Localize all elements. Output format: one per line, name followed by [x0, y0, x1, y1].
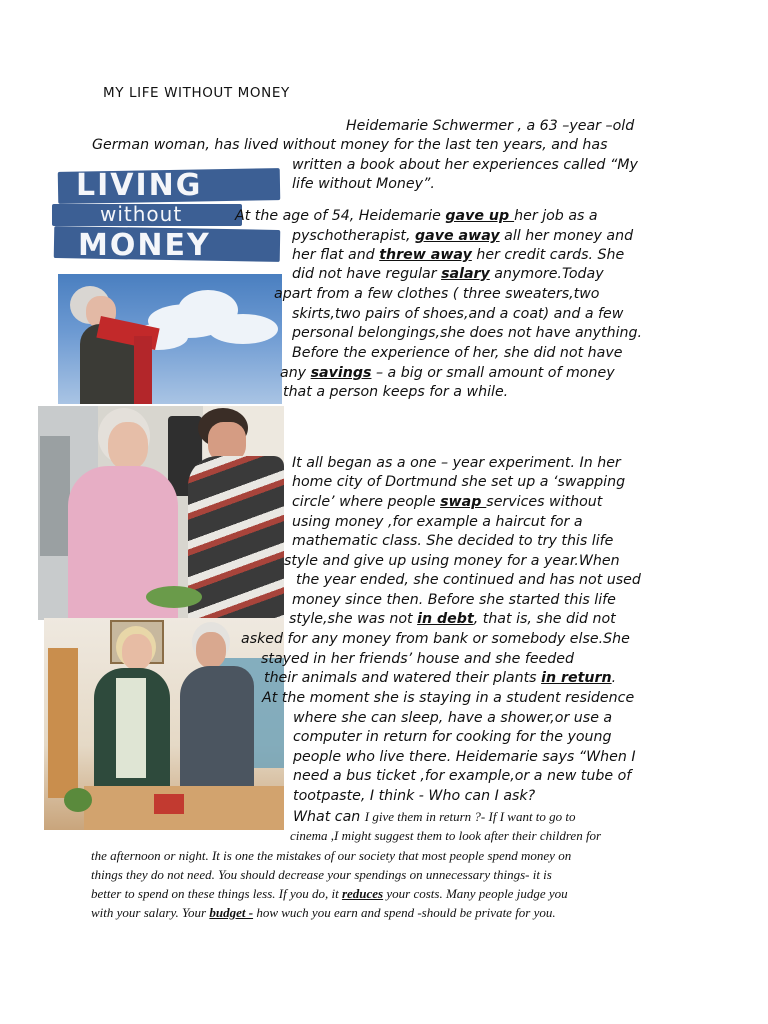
- page-title: MY LIFE WITHOUT MONEY: [103, 85, 290, 101]
- keyword-reduces: reduces: [341, 886, 384, 901]
- keyword-salary: salary: [441, 266, 490, 282]
- p1-line-2: German woman, has lived without money for the last ten years, and has: [92, 137, 608, 153]
- p3-line-10: asked for any money from bank or somebody else.She: [241, 631, 630, 647]
- p3-line-3: circle’ where people swap services without: [292, 494, 603, 510]
- p3-line-19: What can I give them in return ?- If I want to go to: [293, 809, 576, 825]
- p1-line-1: Heidemarie Schwermer , a 63 –year –old: [346, 118, 635, 134]
- keyword-in-return: in return: [541, 670, 612, 686]
- keyword-budget: budget -: [209, 905, 254, 920]
- poster-word-money: MONEY: [78, 228, 211, 263]
- p3-line-7: the year ended, she continued and has not used: [296, 572, 641, 588]
- keyword-gave-away: gave away: [415, 228, 500, 244]
- poster-word-living: LIVING: [76, 168, 203, 203]
- keyword-in-debt: in debt: [417, 611, 474, 627]
- p2-line-5: apart from a few clothes ( three sweaters,two: [274, 286, 600, 302]
- p4-line-5: with your salary. Your budget - how wuch you earn and spend -should be private for you.: [91, 905, 556, 920]
- p4-line-4: better to spend on these things less. If you do, it reduces your costs. Many people judge you: [91, 886, 568, 901]
- keyword-savings: savings: [310, 365, 372, 381]
- p2-line-7: personal belongings,she does not have anything.: [292, 325, 643, 341]
- p3-line-5: mathematic class. She decided to try this life: [292, 533, 614, 549]
- p1-line-4: life without Money”.: [292, 176, 435, 192]
- p2-line-8: Before the experience of her, she did not have: [292, 345, 623, 361]
- p1-line-3: written a book about her experiences called “My: [292, 157, 638, 173]
- p2-line-4: did not have regular salary anymore.Today: [292, 266, 604, 282]
- p4-line-3: things they do not need. You should decrease your spendings on unnecessary things- it is: [91, 867, 552, 882]
- p4-line-2: the afternoon or night. It is one the mistakes of our society that most people spend money on: [91, 848, 572, 863]
- p3-line-9: style,she was not in debt, that is, she did not: [289, 611, 616, 627]
- p3-line-18: tootpaste, I think - Who can I ask?: [293, 788, 536, 804]
- poster-word-without: without: [100, 202, 183, 226]
- p3-line-8: money since then. Before she started this life: [292, 592, 616, 608]
- p3-line-6: style and give up using money for a year.When: [284, 553, 620, 569]
- p2-line-3: her flat and threw away her credit cards. She: [292, 247, 625, 263]
- p3-line-15: computer in return for cooking for the young: [293, 729, 612, 745]
- keyword-threw-away: threw away: [379, 247, 472, 263]
- p2-line-1: At the age of 54, Heidemarie gave up her job as a: [235, 208, 598, 224]
- swapping-circle-photo: [38, 406, 284, 620]
- living-without-money-poster: [48, 168, 282, 404]
- p3-line-12: their animals and watered their plants in return.: [264, 670, 617, 686]
- p3-line-1: It all began as a one – year experiment. In her: [292, 455, 621, 471]
- p3-line-11: stayed in her friends’ house and she feeded: [261, 651, 575, 667]
- p2-line-6: skirts,two pairs of shoes,and a coat) and a few: [292, 306, 624, 322]
- p3-line-17: need a bus ticket ,for example,or a new tube of: [293, 768, 632, 784]
- p3-line-16: people who live there. Heidemarie says “When I: [293, 749, 636, 765]
- keyword-gave-up: gave up: [445, 208, 515, 224]
- student-residence-photo: [44, 618, 284, 830]
- woman-figure: [60, 286, 180, 404]
- p3-line-13: At the moment she is staying in a student residence: [262, 690, 635, 706]
- p3-line-4: using money ,for example a haircut for a: [292, 514, 583, 530]
- p4-line-1: cinema ,I might suggest them to look after their children for: [290, 828, 602, 843]
- p3-line-2: home city of Dortmund she set up a ‘swapping: [292, 474, 626, 490]
- keyword-swap: swap: [440, 494, 487, 510]
- p2-line-9: any savings – a big or small amount of money: [280, 365, 615, 381]
- p2-line-2: pyschotherapist, gave away all her money and: [292, 228, 634, 244]
- p2-line-10: that a person keeps for a while.: [283, 384, 509, 400]
- p3-line-14: where she can sleep, have a shower,or use a: [293, 710, 613, 726]
